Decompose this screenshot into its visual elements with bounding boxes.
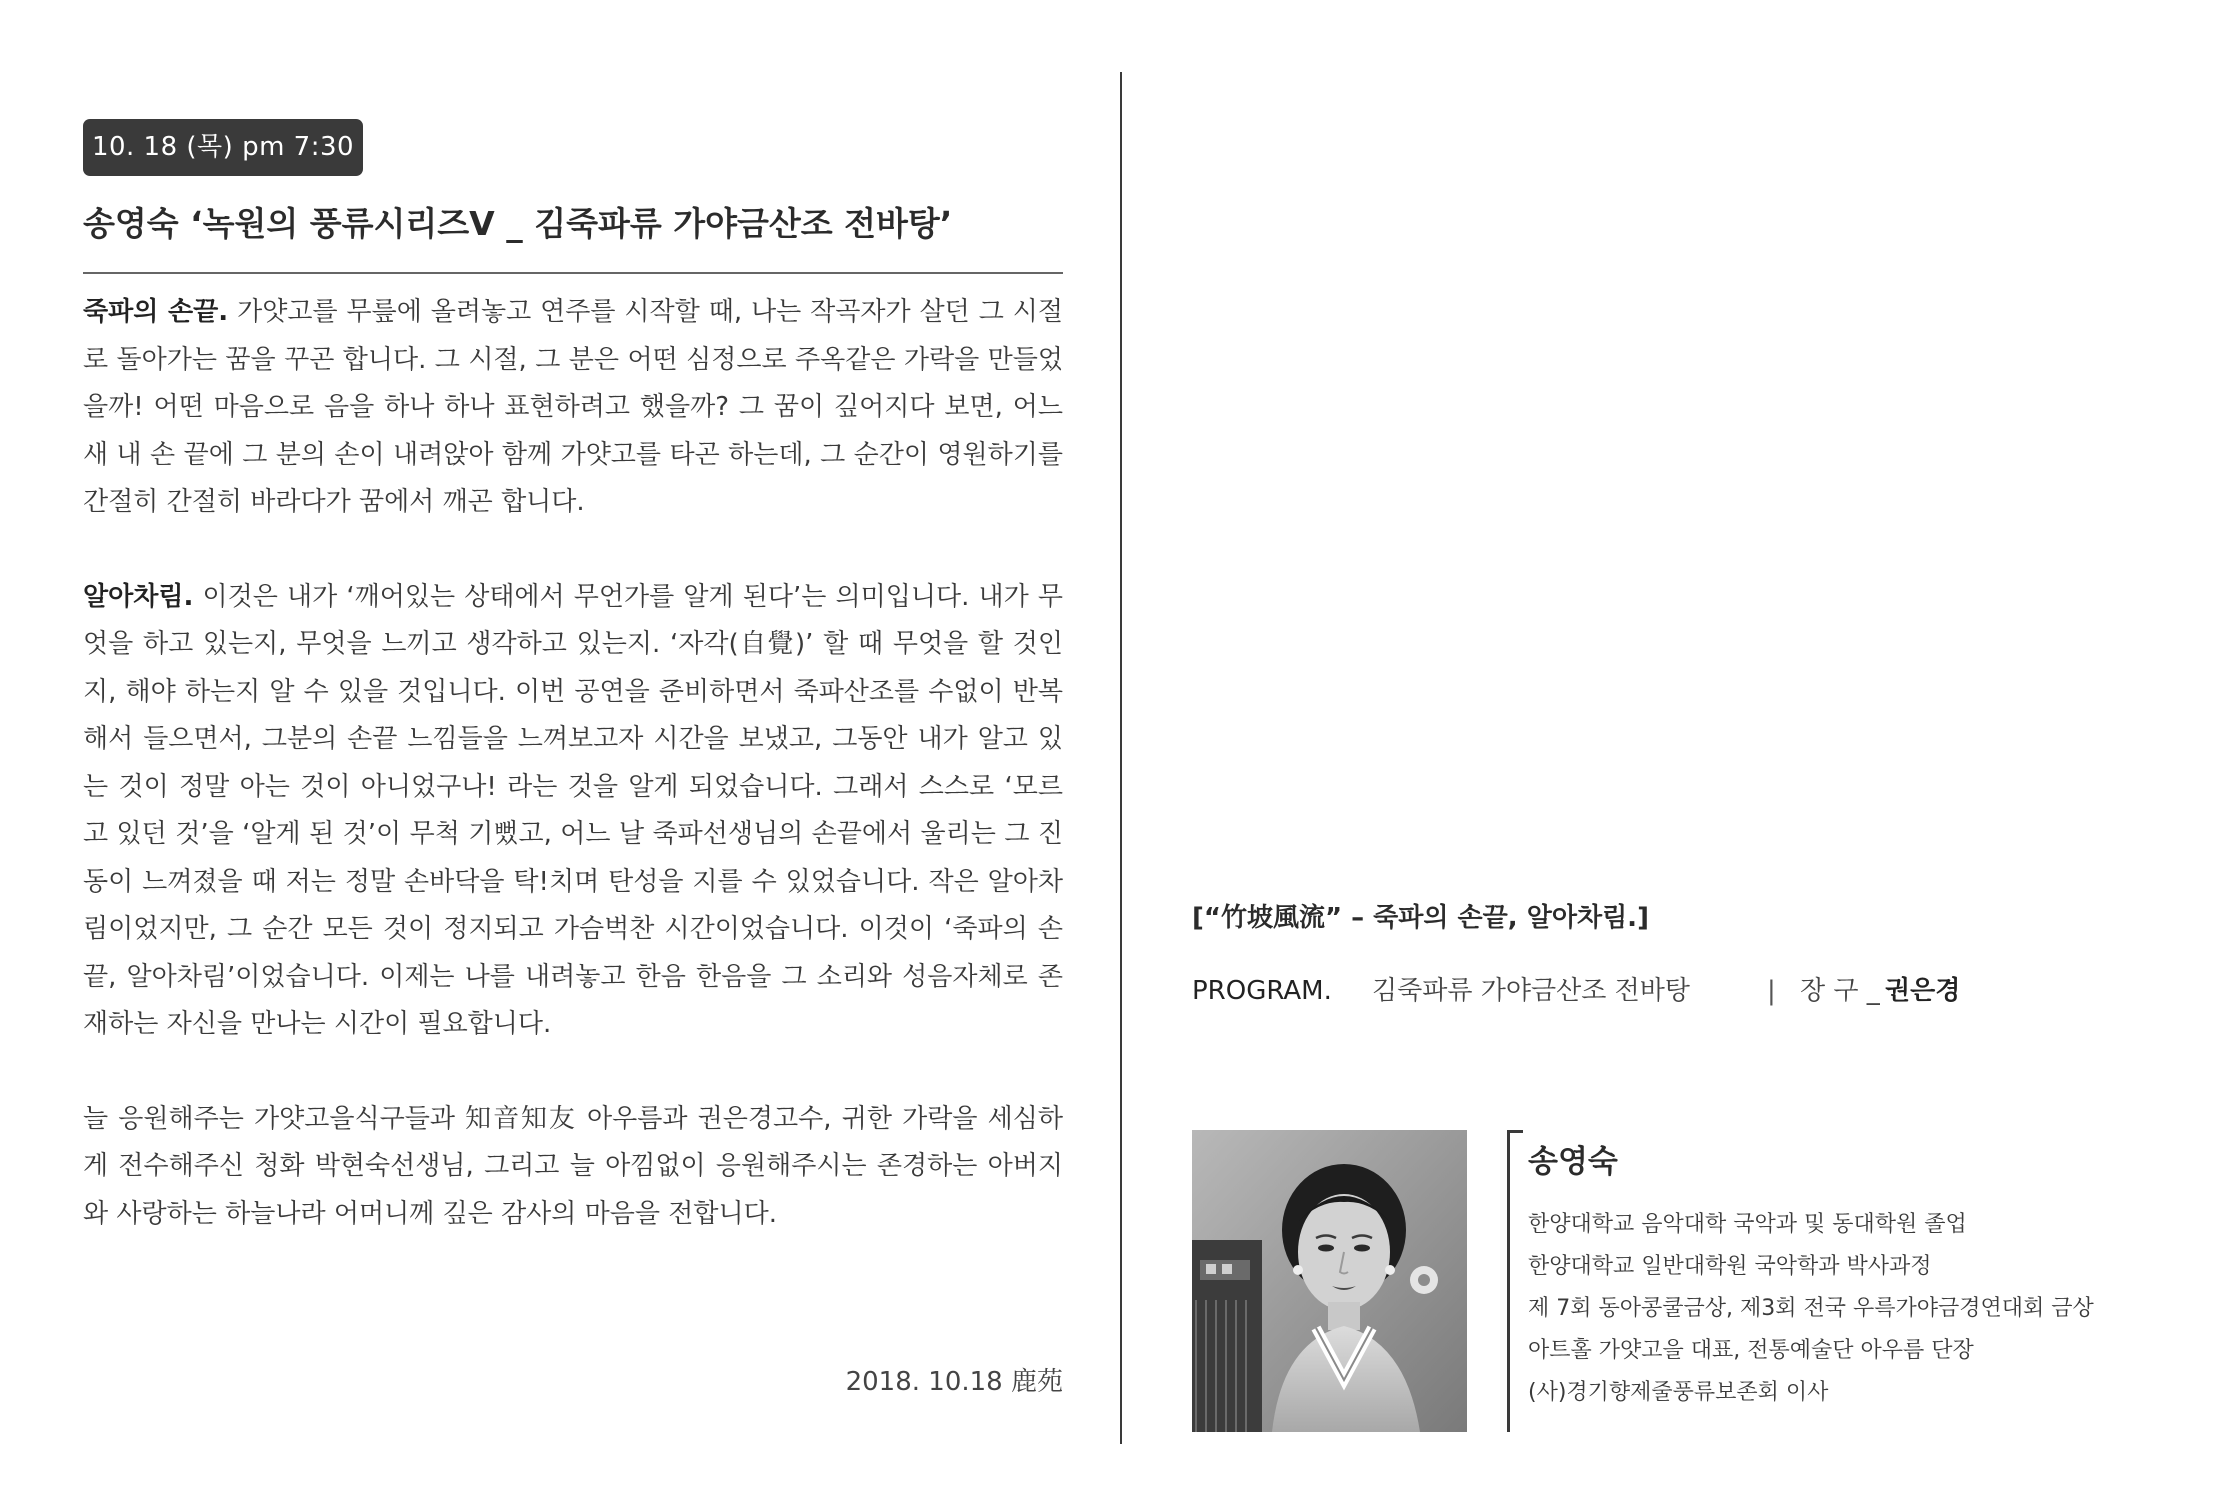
program-separator: | <box>1767 976 1776 1006</box>
title-divider <box>83 272 1063 274</box>
paragraph-text: 가얏고를 무릎에 올려놓고 연주를 시작할 때, 나는 작곡자가 살던 그 시절로 돌아가는 꿈을 꾸곤 합니다. 그 시절, 그 분은 어떤 심정으로 주옥같은 가락을 만들었을까! 어떤 마음으로 음을 하나 하나 표현하려고 했을까? 그 꿈이 깊어지다 보면, 어느새 내 손 끝에 그 분의 손이 내려앉아 함께 가얏고를 타곤 하는데, 그 순간이 영원하기를 간절히 간절히 바라다가 꿈에서 깨곤 합니다. <box>83 297 1063 517</box>
bio-item: 아트홀 가얏고을 대표, 전통예술단 아우름 단장 <box>1528 1338 1974 1363</box>
bio-bracket <box>1507 1130 1523 1432</box>
essay-body <box>83 289 1063 1285</box>
essay-paragraph-1 <box>83 289 1063 527</box>
program-player: 권은경 <box>1885 976 1961 1006</box>
bio-item: 한양대학교 일반대학원 국악학과 박사과정 <box>1528 1254 1932 1279</box>
page-divider <box>1120 72 1122 1444</box>
program-piece: 김죽파류 가야금산조 전바탕 <box>1372 976 1690 1006</box>
concert-title: 송영숙 ‘녹원의 풍류시리즈V _ 김죽파류 가야금산조 전바탕’ <box>83 204 953 243</box>
bio-item: 한양대학교 음악대학 국악과 및 동대학원 졸업 <box>1528 1212 1967 1237</box>
performer-photo <box>1192 1130 1467 1432</box>
bio-item: 제 7회 동아콩쿨금상, 제3회 전국 우륵가야금경연대회 금상 <box>1528 1296 2094 1321</box>
paragraph-text: 이것은 내가 ‘깨어있는 상태에서 무언가를 알게 된다’는 의미입니다. 내가 무엇을 하고 있는지, 무엇을 느끼고 생각하고 있는지. ‘자각(自覺)’ 할 때 무엇을 할 것인지, 해야 하는지 알 수 있을 것입니다. 이번 공연을 준비하면서 죽파산조를 수없이 반복해서 들으면서, 그분의 손끝 느낌들을 느껴보고자 시간을 보냈고, 그동안 내가 알고 있는 것이 정말 아는 것이 아니었구나! 라는 것을 알게 되었습니다. 그래서 스스로 ‘모르고 있던 것’을 ‘알게 된 것’이 무척 기뻤고, 어느 날 죽파선생님의 손끝에서 울리는 그 진동이 느껴졌을 때 저는 정말 손바닥을 탁!치며 탄성을 지를 수 있었습니다. 작은 알아차림이었지만, 그 순간 모든 것이 정지되고 가슴벅찬 시간이었습니다. 이것이 ‘죽파의 손끝, 알아차림’이었습니다. 이제는 나를 내려놓고 한음 한음을 그 소리와 성음자체로 존재하는 자신을 만나는 시간이 필요합니다. <box>83 581 1063 1039</box>
paragraph-text: 늘 응원해주는 가얏고을식구들과 知音知友 아우름과 권은경고수, 귀한 가락을 세심하게 전수해주신 청화 박현숙선생님, 그리고 늘 아낌없이 응원해주시는 존경하는 아버지와 사랑하는 하늘나라 어머니께 깊은 감사의 마음을 전합니다. <box>83 1103 1063 1229</box>
signature-date: 2018. 10.18 鹿苑 <box>845 1367 1063 1397</box>
program-row <box>1192 968 2152 1014</box>
essay-paragraph-2 <box>83 574 1063 1049</box>
program-heading: [“竹坡風流” – 죽파의 손끝, 알아차림.] <box>1192 903 1649 933</box>
date-badge: 10. 18 (목) pm 7:30 <box>83 119 363 176</box>
essay-paragraph-3 <box>83 1096 1063 1239</box>
paragraph-lead: 알아차림. <box>83 581 194 612</box>
bio-item: (사)경기향제줄풍류보존회 이사 <box>1528 1380 1829 1405</box>
paragraph-lead: 죽파의 손끝. <box>83 297 229 327</box>
performer-bio-list <box>1528 1204 2188 1414</box>
performer-name: 송영숙 <box>1528 1144 1618 1180</box>
program-label: PROGRAM. <box>1192 976 1332 1006</box>
program-role: 장 구 _ <box>1800 976 1880 1006</box>
